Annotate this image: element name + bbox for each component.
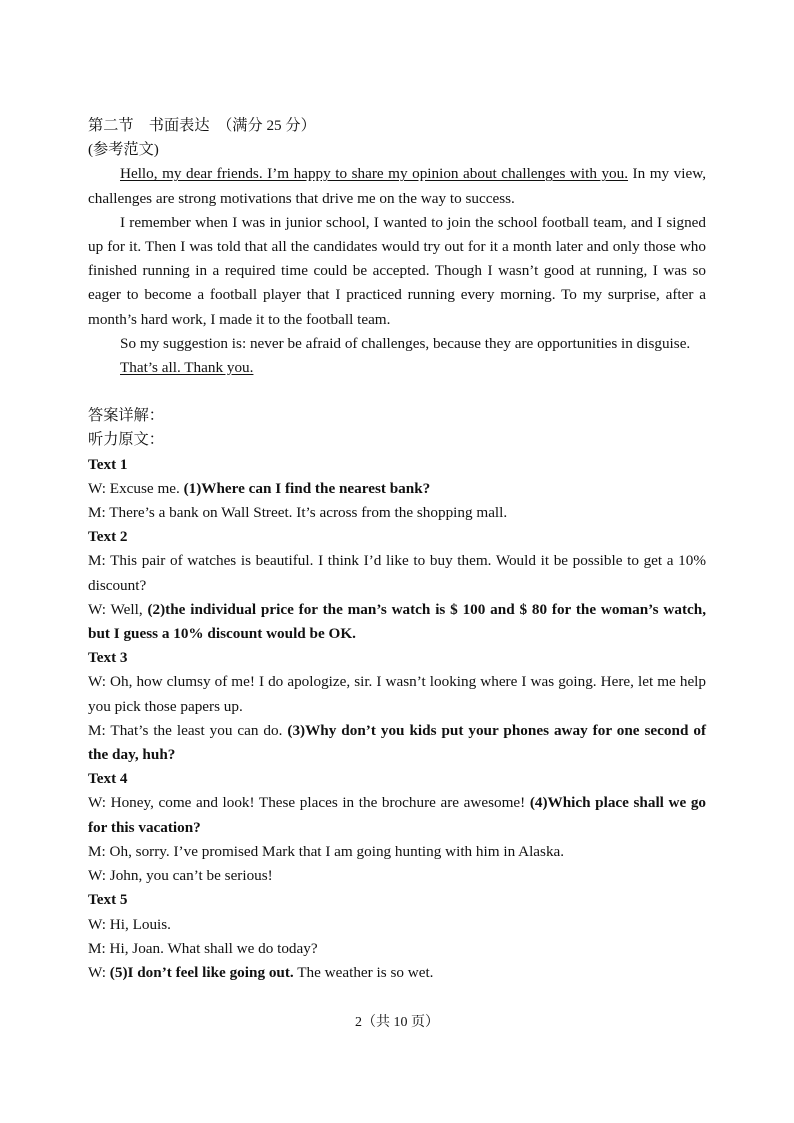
text-4-line-w2: W: John, you can’t be serious!: [88, 867, 273, 885]
text-2-w-plain: W: Well,: [88, 600, 148, 618]
text-3-title: Text 3: [88, 649, 128, 667]
text-3-line-w: W: Oh, how clumsy of me! I do apologize, sir. I wasn’t looking where I was going. Here, let me help you pick those papers up.: [88, 673, 706, 715]
text-1-w-plain: W: Excuse me.: [88, 479, 184, 497]
text-4-line-w: [88, 791, 706, 839]
text-3-line-m: [88, 719, 706, 767]
essay-paragraph-4: [88, 356, 706, 380]
essay-paragraph-1-rest: In my view, challenges are strong motivations that drive me on the way to success.: [88, 165, 707, 207]
document-body: [88, 114, 706, 985]
text-5-line-w1: W: Hi, Louis.: [88, 915, 171, 933]
text-4-w-answer: (4)Which place shall we go for this vacation?: [88, 794, 707, 836]
essay-opening-sentence: Hello, my dear friends. I’m happy to share my opinion about challenges with you.: [120, 165, 629, 183]
text-2-line-w: [88, 598, 706, 646]
listening-transcript-heading: 听力原文：: [88, 431, 164, 449]
text-1-w-answer: (1)Where can I find the nearest bank?: [183, 479, 431, 497]
text-2-w-answer: (2)the individual price for the man’s watch is $ 100 and $ 80 for the woman’s watch, but I guess a 10% discount would be OK.: [88, 600, 707, 643]
sample-essay-label: (参考范文): [88, 141, 159, 159]
text-4-line-m: M: Oh, sorry. I’ve promised Mark that I am going hunting with him in Alaska.: [88, 842, 565, 860]
spacer: [88, 380, 706, 404]
text-4-title: Text 4: [88, 770, 128, 788]
text-5-w2-rest: The weather is so wet.: [293, 963, 434, 981]
section-heading: 第二节 书面表达 （满分 25 分）: [88, 117, 316, 134]
essay-paragraph-1: [88, 162, 706, 210]
essay-paragraph-3: So my suggestion is: never be afraid of challenges, because they are opportunities in disguise.: [120, 334, 691, 352]
text-5-line-m: M: Hi, Joan. What shall we do today?: [88, 939, 318, 957]
page-number-footer: 2（共 10 页）: [355, 1015, 439, 1030]
text-1-line-m: M: There’s a bank on Wall Street. It’s across from the shopping mall.: [88, 504, 508, 522]
text-1-line-w: [88, 477, 706, 501]
text-1-title: Text 1: [88, 455, 128, 473]
essay-paragraph-2: I remember when I was in junior school, I wanted to join the school football team, and I signed up for it. Then I was told that all the candidates would try out for it a month later and only those who finished running in a required time could be accepted. Though I wasn’t good at running, I was so eager to become a football player that I practiced running every morning. To my surprise, after a month’s hard work, I made it to the football team.: [88, 213, 706, 328]
text-5-w2-plain: W:: [88, 963, 110, 981]
essay-closing-sentence: That’s all. Thank you.: [120, 359, 254, 377]
answers-heading: 答案详解：: [88, 407, 164, 425]
text-2-line-m: M: This pair of watches is beautiful. I think I’d like to buy them. Would it be possible to get a 10% discount?: [88, 552, 706, 594]
text-5-line-w2: [88, 961, 706, 985]
text-3-m-answer: (3)Why don’t you kids put your phones away for one second of the day, huh?: [88, 721, 706, 764]
text-2-title: Text 2: [88, 528, 128, 546]
text-3-m-plain: M: That’s the least you can do.: [88, 721, 288, 739]
text-4-w-plain: W: Honey, come and look! These places in the brochure are awesome!: [88, 794, 530, 812]
text-5-w2-answer: (5)I don’t feel like going out.: [109, 963, 294, 981]
text-5-title: Text 5: [88, 891, 128, 909]
